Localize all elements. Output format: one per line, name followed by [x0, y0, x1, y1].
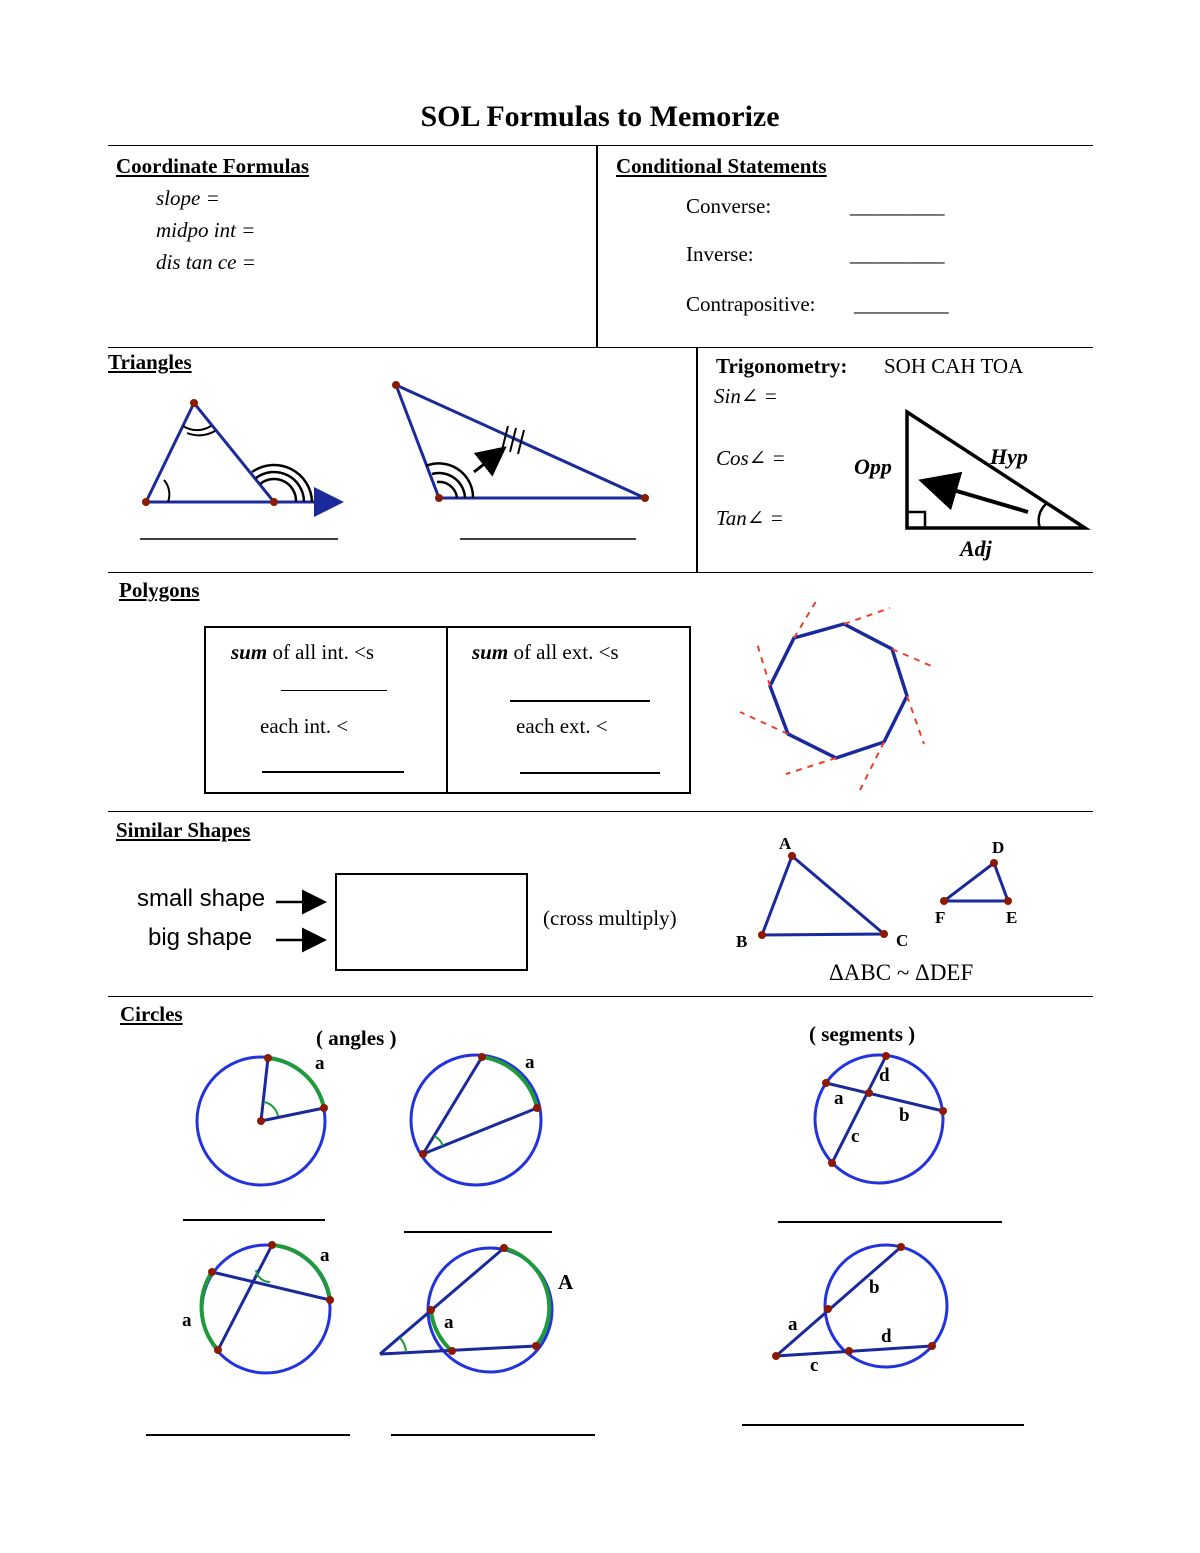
segment-label-b: b — [899, 1105, 910, 1126]
page-title: SOL Formulas to Memorize — [420, 100, 780, 133]
vertex-label-b: B — [736, 932, 748, 951]
circle-central-angle — [197, 1054, 328, 1185]
tan-label: Tan∠ = — [716, 506, 784, 530]
triangle-def — [940, 859, 1012, 905]
trig-mnemonic: SOH CAH TOA — [884, 354, 1024, 378]
segment-label-c: c — [810, 1355, 819, 1376]
vertex-label-c: C — [896, 931, 909, 950]
triangle-isosceles — [392, 381, 649, 502]
each-ext-label: each ext. < — [516, 714, 608, 738]
converse-blank: _________ — [850, 194, 945, 218]
adj-label: Adj — [960, 536, 992, 561]
sum-int-em: sum — [231, 640, 268, 664]
arc-label-big-a: A — [558, 1270, 574, 1294]
small-shape-label: small shape — [137, 885, 266, 912]
sum-ext-em: sum — [472, 640, 509, 664]
arc-label-a: a — [182, 1310, 192, 1331]
triangle-abc — [758, 852, 888, 939]
sum-int-rest: of all int. <s — [267, 640, 375, 664]
segment-label-d: d — [881, 1326, 892, 1347]
vertex-label-a: A — [779, 834, 792, 853]
octagon — [740, 598, 936, 790]
circle-segment-secants — [772, 1243, 947, 1367]
segment-label-c: c — [851, 1126, 860, 1147]
vertex-label-d: D — [992, 838, 1005, 857]
segment-label-a: a — [834, 1088, 844, 1109]
section-heading-coordinate: Coordinate Formulas — [116, 154, 310, 178]
circle-intersecting-chords — [202, 1241, 334, 1373]
vertex-label-f: F — [935, 908, 946, 927]
right-triangle — [907, 412, 1085, 528]
section-heading-circles: Circles — [120, 1002, 183, 1026]
big-shape-label: big shape — [148, 924, 253, 951]
inverse-label: Inverse: — [686, 242, 754, 266]
arc-label-a: a — [444, 1312, 454, 1333]
vertex-label-e: E — [1006, 908, 1018, 927]
circle-segment-chords — [815, 1052, 947, 1183]
circle-external-angle — [380, 1244, 552, 1372]
arc-label-a: a — [315, 1053, 325, 1074]
distance-label: dis tan ce = — [156, 250, 256, 274]
trig-heading: Trigonometry: — [716, 354, 848, 378]
segments-label: ( segments ) — [809, 1022, 916, 1046]
arc-label-a: a — [525, 1052, 535, 1073]
cos-label: Cos∠ = — [716, 446, 786, 470]
contrapositive-label: Contrapositive: — [686, 292, 816, 316]
inverse-blank: _________ — [850, 242, 945, 266]
segment-label-a: a — [788, 1314, 798, 1335]
section-heading-conditional: Conditional Statements — [616, 154, 827, 178]
section-heading-similar: Similar Shapes — [116, 818, 251, 842]
slope-label: slope = — [156, 186, 220, 210]
cross-multiply-label: (cross multiply) — [543, 906, 677, 930]
each-int-label: each int. < — [260, 714, 349, 738]
circle-inscribed-angle — [411, 1053, 541, 1185]
contrapositive-blank: _________ — [854, 292, 949, 316]
similarity-statement: ΔABC ~ ΔDEF — [829, 960, 974, 985]
segment-label-d: d — [879, 1065, 890, 1086]
sum-ext-rest: of all ext. <s — [508, 640, 619, 664]
segment-label-b: b — [869, 1277, 880, 1298]
angles-label: ( angles ) — [316, 1026, 397, 1050]
arc-label-a: a — [320, 1245, 330, 1266]
converse-label: Converse: — [686, 194, 772, 218]
hyp-label: Hyp — [990, 444, 1028, 469]
section-heading-polygons: Polygons — [119, 578, 200, 602]
triangle-exterior-angle — [142, 399, 338, 506]
sin-label: Sin∠ = — [714, 384, 778, 408]
opp-label: Opp — [854, 454, 892, 479]
section-heading-triangles: Triangles — [108, 350, 192, 374]
midpoint-label: midpo int = — [156, 218, 256, 242]
